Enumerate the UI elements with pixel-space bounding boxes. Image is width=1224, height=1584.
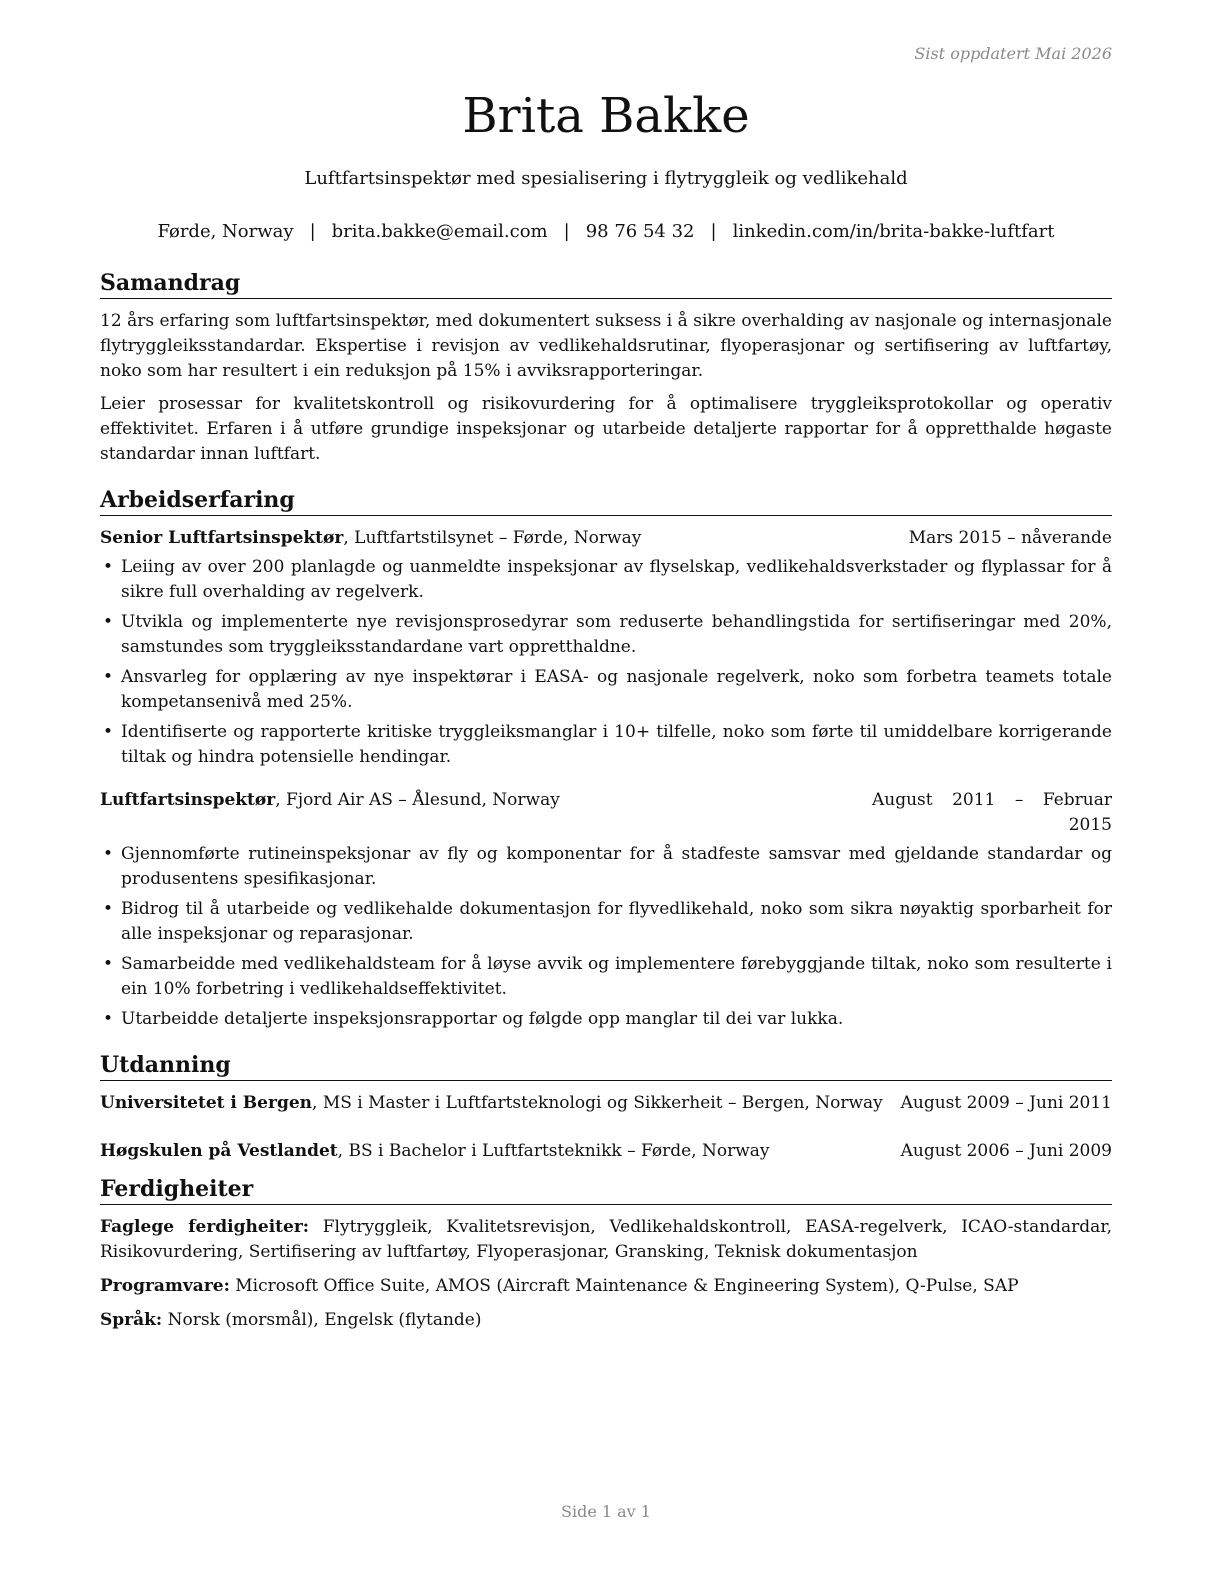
skill-label: Språk: [100,1310,163,1330]
job-bullets [100,842,1112,1032]
contact-line [100,220,1112,244]
job-role: Luftfartsinspektør [100,790,276,810]
job-title-line [100,526,641,551]
contact-separator: | [710,221,717,242]
job-bullet: • Gjennomførte rutineinspeksjonar av fly og komponentar for å stadfeste samsvar med gjeldande standardar og produsentens spesifikasjonar. [100,842,1112,892]
job-org: , Luftfartstilsynet – Førde, Norway [343,528,642,548]
education-entry [100,1091,1112,1116]
skill-line [100,1274,1112,1299]
job-bullet: • Ansvarleg for opplæring av nye inspektørar i EASA- og nasjonale regelverk, noko som forbetra teamets totale kompetansenivå med 25%. [100,665,1112,715]
skill-line [100,1215,1112,1265]
contact-phone: 98 76 54 32 [585,221,695,242]
job-bullet: • Bidrog til å utarbeide og vedlikehalde dokumentasjon for flyvedlikehald, noko som sikra nøyaktig sporbarheit for alle inspeksjonar og reparasjonar. [100,897,1112,947]
job-bullet: • Identifiserte og rapporterte kritiske tryggleiksmanglar i 10+ tilfelle, noko som førte til umiddelbare korrigerande tiltak og hindra potensielle hendingar. [100,720,1112,770]
contact-location: Førde, Norway [157,221,294,242]
job-role: Senior Luftfartsinspektør [100,528,344,548]
section-title: Samandrag [100,268,1112,299]
job-dates: Mars 2015 – nåverande [908,528,1112,548]
tagline: Luftfartsinspektør med spesialisering i flytryggleik og vedlikehald [304,168,908,189]
page-number: Side 1 av 1 [561,1502,651,1521]
degree-detail: , MS i Master i Luftfartsteknologi og Sikkerheit – Bergen, Norway [312,1093,883,1113]
section-title: Ferdigheiter [100,1174,1112,1205]
summary-section [100,268,1112,467]
education-line [100,1139,770,1164]
education-line [100,1091,883,1116]
skill-label: Faglege ferdigheiter: [100,1217,310,1237]
education-dates: August 2006 – Juni 2009 [900,1141,1112,1161]
skills-section [100,1174,1112,1333]
skill-value: Norsk (morsmål), Engelsk (flytande) [162,1310,482,1330]
resume-page [100,0,1112,1584]
section-title: Arbeidserfaring [100,485,1112,516]
degree-detail: , BS i Bachelor i Luftfartsteknikk – Førde, Norway [337,1141,770,1161]
job-bullet: • Leiing av over 200 planlagde og uanmeldte inspeksjonar av flyselskap, vedlikehaldsverkstader og flyplassar for å sikre full overhalding av regelverk. [100,555,1112,605]
job-header [100,526,1112,551]
job-title-line [100,788,560,838]
skill-line [100,1308,1112,1333]
skill-label: Programvare: [100,1276,230,1296]
job-bullet: • Samarbeidde med vedlikehaldsteam for å løyse avvik og implementere førebyggjande tiltak, noko som resulterte i ein 10% forbetring i vedlikehaldseffektivitet. [100,952,1112,1002]
school-name: Høgskulen på Vestlandet [100,1141,338,1161]
school-name: Universitetet i Bergen [100,1093,313,1113]
contact-separator: | [309,221,316,242]
summary-paragraph: 12 års erfaring som luftfartsinspektør, med dokumentert suksess i å sikre overhalding av nasjonale og internasjonale flytryggleiksstandardar. Ekspertise i revisjon av vedlikehaldsrutinar, flyoperasjonar og sertifisering av luftfartøy, noko som har resultert i ein reduksjon på 15% i avviksrapporteringar. [100,311,1112,381]
job-org: , Fjord Air AS – Ålesund, Norway [275,790,560,810]
experience-section [100,485,1112,1032]
job-dates: August 2011 – Februar 2015 [872,790,1112,835]
job-header [100,788,1112,838]
education-dates: August 2009 – Juni 2011 [900,1093,1112,1113]
job-bullet: • Utarbeidde detaljerte inspeksjonsrapportar og følgde opp manglar til dei var lukka. [100,1007,1112,1032]
candidate-name: Brita Bakke [462,88,750,144]
resume-content [100,268,1112,1343]
summary-paragraph: Leier prosessar for kvalitetskontroll og risikovurdering for å optimalisere tryggleiksprotokollar og operativ effektivitet. Erfaren i å utføre grundige inspeksjonar og utarbeide detaljerte rapportar for å oppretthalde høgaste standardar innan luftfart. [100,394,1112,464]
section-title: Utdanning [100,1050,1112,1081]
education-section [100,1050,1112,1164]
contact-separator: | [563,221,570,242]
last-updated: Sist oppdatert Mai 2026 [914,44,1112,63]
skill-value: Flytryggleik, Kvalitetsrevisjon, Vedlikehaldskontroll, EASA-regelverk, ICAO-standardar, Risikovurdering, Sertifisering av luftfartøy, Flyoperasjonar, Gransking, Teknisk dokumentasjon [100,1217,1112,1262]
contact-email[interactable]: brita.bakke@email.com [331,221,548,242]
education-entry [100,1139,1112,1164]
contact-linkedin[interactable]: linkedin.com/in/brita-bakke-luftfart [732,221,1055,242]
job-bullets [100,555,1112,770]
skill-value: Microsoft Office Suite, AMOS (Aircraft Maintenance & Engineering System), Q-Pulse, SAP [229,1276,1019,1296]
job-bullet: • Utvikla og implementerte nye revisjonsprosedyrar som reduserte behandlingstida for sertifiseringar med 20%, samstundes som tryggleiksstandardane vart oppretthaldne. [100,610,1112,660]
